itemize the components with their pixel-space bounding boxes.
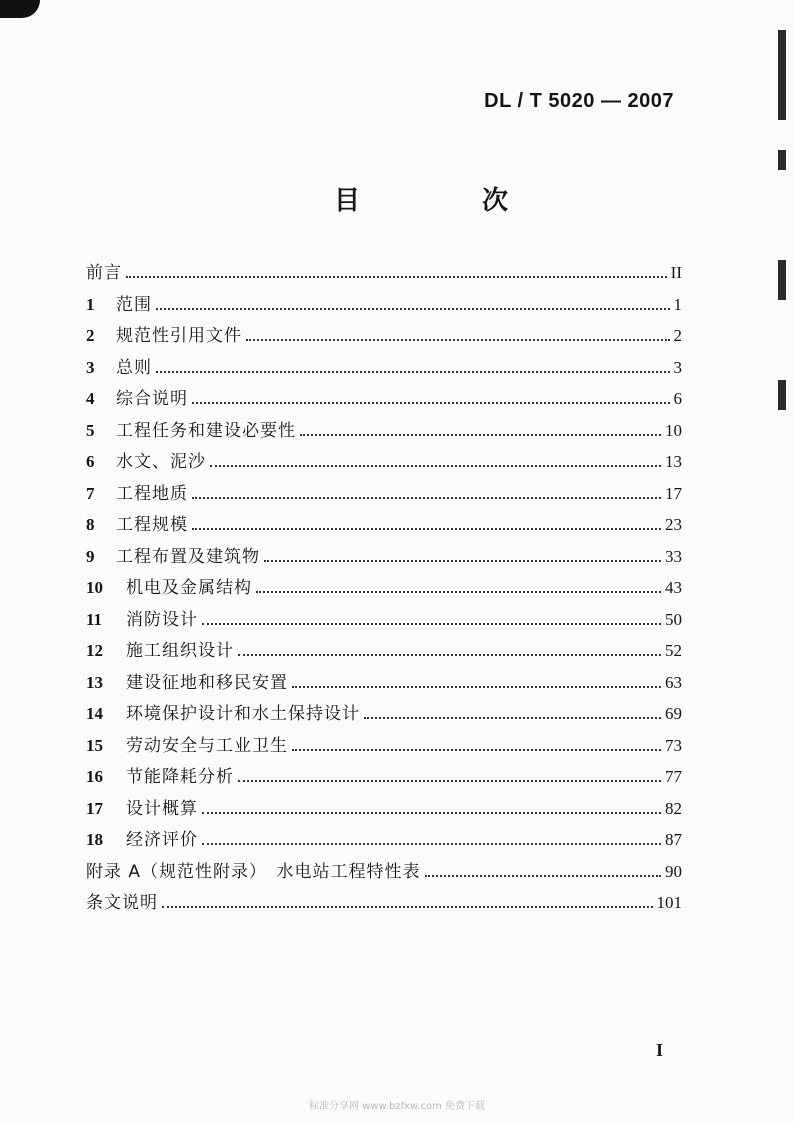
toc-entry[interactable] — [86, 416, 682, 448]
toc-entry-label: 水文、泥沙 — [116, 452, 206, 472]
toc-entry-number: 15 — [86, 735, 103, 755]
toc-entry-number: 10 — [86, 578, 103, 597]
toc-entry-page: 50 — [665, 609, 682, 629]
toc-entry-page: 73 — [665, 735, 682, 755]
toc-entry[interactable] — [86, 258, 682, 290]
toc-entry-page: 69 — [665, 704, 682, 723]
toc-entry[interactable] — [86, 857, 682, 889]
toc-entry-page: 90 — [665, 861, 682, 881]
scan-artifact-corner — [0, 0, 40, 18]
toc-entry-label: 工程地质 — [116, 483, 188, 504]
toc-entry-page: 43 — [665, 578, 682, 597]
toc-entry-number: 5 — [86, 420, 95, 440]
toc-leader-dots — [300, 434, 661, 436]
toc-entry-number: 18 — [86, 830, 103, 849]
toc-entry-number: 6 — [86, 452, 95, 471]
toc-entry-page: 33 — [665, 546, 682, 566]
toc-leader-dots — [292, 686, 661, 688]
toc-entry-label: 消防设计 — [126, 609, 198, 630]
toc-entry-page: 6 — [673, 389, 682, 408]
toc-leader-dots — [156, 371, 670, 373]
toc-entry[interactable] — [86, 573, 682, 605]
toc-entry[interactable] — [86, 321, 682, 353]
toc-entry-number: 3 — [86, 357, 95, 377]
toc-entry-label: 工程任务和建设必要性 — [116, 420, 296, 441]
toc-entry-page: 23 — [665, 515, 682, 534]
toc-entry[interactable] — [86, 384, 682, 416]
toc-entry-label: 条文说明 — [86, 893, 158, 913]
toc-entry[interactable] — [86, 479, 682, 511]
toc-entry-number: 8 — [86, 515, 95, 534]
toc-leader-dots — [202, 623, 661, 625]
toc-leader-dots — [192, 497, 661, 499]
toc-entry[interactable] — [86, 731, 682, 763]
toc-entry-label: 环境保护设计和水土保持设计 — [126, 704, 360, 724]
toc-leader-dots — [126, 276, 667, 278]
toc-entry[interactable] — [86, 888, 682, 920]
toc-entry-label: 总则 — [116, 357, 152, 378]
toc-entry-page: 63 — [665, 672, 682, 692]
toc-entry[interactable] — [86, 636, 682, 668]
page-number: I — [656, 1040, 664, 1060]
toc-entry-page: 17 — [665, 483, 682, 503]
toc-entry-number: 17 — [86, 798, 103, 818]
toc-leader-dots — [192, 402, 670, 404]
toc-entry-page: II — [670, 263, 682, 282]
toc-entry-page: 82 — [665, 798, 682, 818]
toc-entry-label: 范围 — [116, 294, 152, 315]
toc-entry[interactable] — [86, 542, 682, 574]
toc-leader-dots — [210, 465, 661, 467]
standard-code: DL / T 5020 — 2007 — [484, 90, 674, 112]
toc-entry-number: 9 — [86, 546, 95, 566]
toc-leader-dots — [364, 717, 661, 719]
toc-entry-page: 101 — [656, 893, 682, 912]
toc-entry-label: 劳动安全与工业卫生 — [126, 735, 288, 756]
toc-entry[interactable] — [86, 699, 682, 731]
toc-entry-label: 建设征地和移民安置 — [126, 672, 288, 693]
toc-entry-label: 设计概算 — [126, 798, 198, 819]
toc-entry[interactable] — [86, 447, 682, 479]
toc-entry[interactable] — [86, 762, 682, 794]
toc-entry-label: 附录 A（规范性附录） 水电站工程特性表 — [86, 861, 421, 882]
table-of-contents — [86, 258, 682, 920]
toc-entry-page: 77 — [665, 767, 682, 786]
toc-leader-dots — [256, 591, 661, 593]
toc-leader-dots — [162, 906, 653, 908]
toc-entry-label: 工程规模 — [116, 515, 188, 535]
toc-entry-number: 14 — [86, 704, 103, 723]
toc-entry-number: 2 — [86, 326, 95, 345]
toc-entry-number: 4 — [86, 389, 95, 408]
toc-entry-page: 1 — [673, 294, 682, 314]
toc-entry-number: 16 — [86, 767, 103, 786]
page-title: 目 次 — [333, 186, 556, 216]
toc-entry[interactable] — [86, 510, 682, 542]
toc-entry-page: 13 — [665, 452, 682, 471]
toc-entry-page: 52 — [665, 641, 682, 660]
toc-leader-dots — [156, 308, 670, 310]
toc-entry-label: 机电及金属结构 — [126, 578, 252, 598]
toc-entry[interactable] — [86, 605, 682, 637]
watermark-text: 标准分享网 www.bzfxw.com 免费下载 — [309, 1101, 485, 1112]
scan-artifact-edge — [772, 0, 794, 1123]
toc-entry-label: 综合说明 — [116, 389, 188, 409]
toc-entry-number: 13 — [86, 672, 103, 692]
toc-leader-dots — [202, 812, 661, 814]
toc-entry[interactable] — [86, 353, 682, 385]
toc-entry-page: 2 — [673, 326, 682, 345]
toc-leader-dots — [192, 528, 661, 530]
toc-leader-dots — [238, 780, 661, 782]
toc-leader-dots — [202, 843, 661, 845]
toc-entry-number: 1 — [86, 294, 95, 314]
toc-entry-number: 12 — [86, 641, 103, 660]
toc-entry-label: 前言 — [86, 263, 122, 283]
toc-entry-page: 3 — [673, 357, 682, 377]
toc-leader-dots — [425, 875, 661, 877]
toc-entry-number: 7 — [86, 483, 95, 503]
toc-entry-label: 施工组织设计 — [126, 641, 234, 661]
toc-entry-number: 11 — [86, 609, 103, 629]
toc-entry[interactable] — [86, 794, 682, 826]
toc-entry-label: 规范性引用文件 — [116, 326, 242, 346]
toc-leader-dots — [292, 749, 661, 751]
toc-leader-dots — [264, 560, 661, 562]
toc-entry-label: 经济评价 — [126, 830, 198, 850]
toc-entry[interactable] — [86, 668, 682, 700]
toc-entry[interactable] — [86, 825, 682, 857]
toc-leader-dots — [246, 339, 670, 341]
toc-entry-page: 10 — [665, 420, 682, 440]
toc-entry-page: 87 — [665, 830, 682, 849]
toc-leader-dots — [238, 654, 661, 656]
toc-entry[interactable] — [86, 290, 682, 322]
toc-entry-label: 工程布置及建筑物 — [116, 546, 260, 567]
toc-entry-label: 节能降耗分析 — [126, 767, 234, 787]
